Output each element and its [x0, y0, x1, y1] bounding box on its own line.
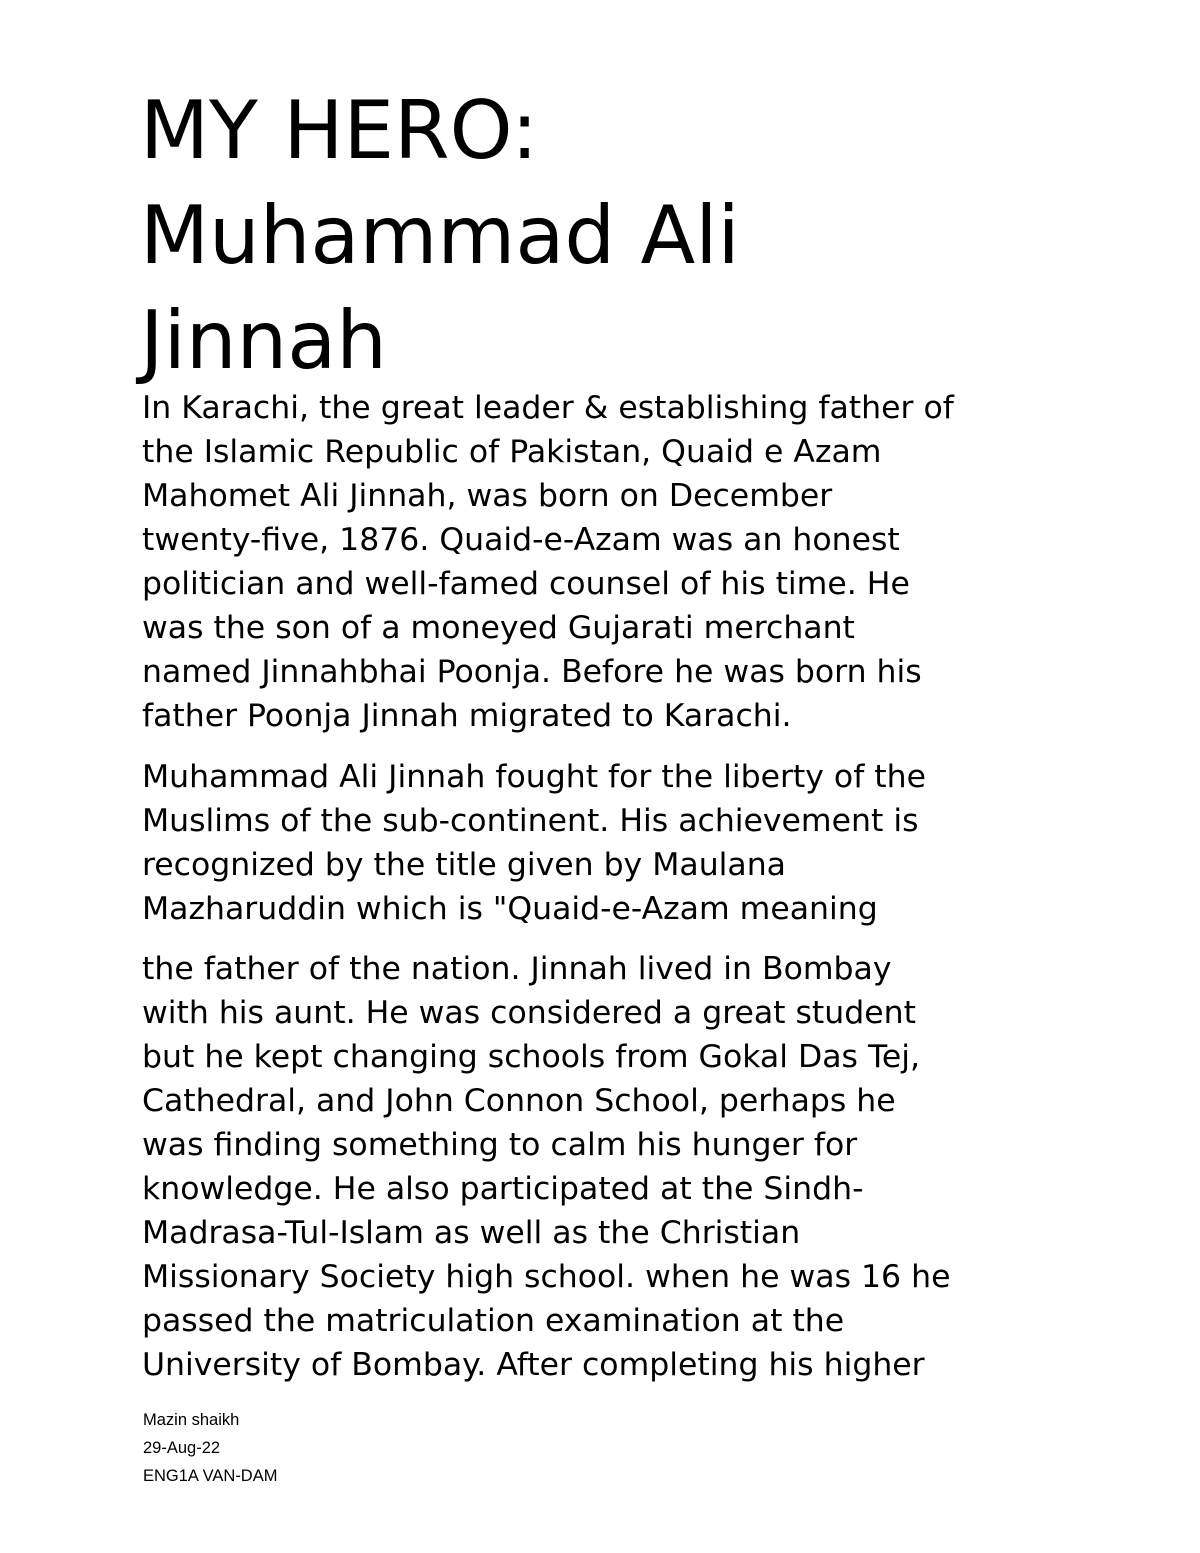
text-line: Muslims of the sub-continent. His achievement is — [142, 803, 919, 839]
title-line: Jinnah — [140, 294, 387, 387]
author-name: Mazin shaikh — [143, 1411, 240, 1429]
text-line: the father of the nation. Jinnah lived in Bombay — [142, 951, 892, 987]
text-line: was finding something to calm his hunger for — [142, 1127, 858, 1163]
document-title — [140, 78, 1040, 393]
title-line: Muhammad Ali — [140, 189, 740, 282]
text-line: Madrasa-Tul-Islam as well as the Christian — [142, 1215, 801, 1251]
paragraph-birth — [142, 386, 1082, 738]
text-line: knowledge. He also participated at the Sindh- — [142, 1171, 864, 1207]
document-date: 29-Aug-22 — [143, 1439, 221, 1457]
text-line: father Poonja Jinnah migrated to Karachi. — [142, 698, 792, 734]
document-footer — [143, 1406, 277, 1490]
text-line: University of Bombay. After completing his higher — [142, 1347, 925, 1383]
text-line: was the son of a moneyed Gujarati merchant — [142, 610, 855, 646]
text-line: Missionary Society high school. when he was 16 he — [142, 1259, 951, 1295]
text-line: Muhammad Ali Jinnah fought for the liberty of the — [142, 759, 926, 795]
title-line: MY HERO: — [140, 84, 539, 177]
text-line: Mazharuddin which is "Quaid-e-Azam meaning — [142, 891, 878, 927]
text-line: In Karachi, the great leader & establishing father of — [142, 390, 954, 426]
paragraph-education — [142, 947, 1082, 1387]
text-line: politician and well-famed counsel of his time. He — [142, 566, 910, 602]
text-line: the Islamic Republic of Pakistan, Quaid e Azam — [142, 434, 882, 470]
text-line: twenty-five, 1876. Quaid-e-Azam was an honest — [142, 522, 900, 558]
text-line: named Jinnahbhai Poonja. Before he was born his — [142, 654, 922, 690]
text-line: Mahomet Ali Jinnah, was born on December — [142, 478, 833, 514]
paragraph-liberty — [142, 755, 1082, 931]
text-line: passed the matriculation examination at the — [142, 1303, 845, 1339]
text-line: recognized by the title given by Maulana — [142, 847, 786, 883]
text-line: with his aunt. He was considered a great student — [142, 995, 916, 1031]
text-line: but he kept changing schools from Gokal Das Tej, — [142, 1039, 920, 1075]
text-line: Cathedral, and John Connon School, perhaps he — [142, 1083, 896, 1119]
course-name: ENG1A VAN-DAM — [143, 1467, 278, 1485]
